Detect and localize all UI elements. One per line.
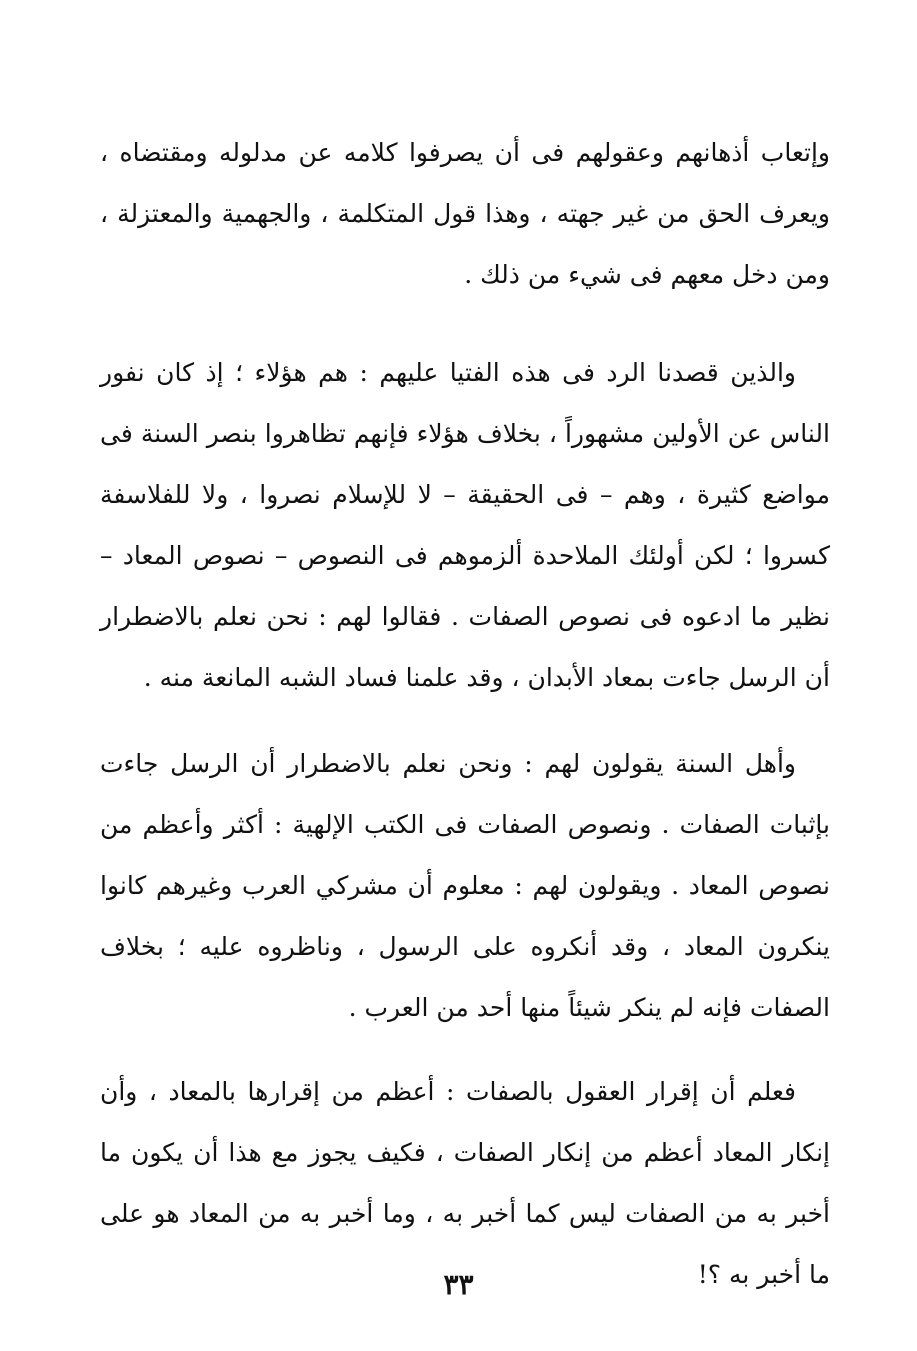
page-number: ٣٣ <box>443 1268 474 1301</box>
paragraph-text: وإتعاب أذهانهم وعقولهم فى أن يصرفوا كلامه عن مدلوله ومقتضاه ، ويعرف الحق من غير جهته ، وهذا قول المتكلمة ، والجهمية والمعتزلة ، ومن دخل معهم فى شيء من ذلك . <box>100 138 830 289</box>
paragraph-text: والذين قصدنا الرد فى هذه الفتيا عليهم : هم هؤلاء ؛ إذ كان نفور الناس عن الأولين مشهوراً ، بخلاف هؤلاء فإنهم تظاهروا بنصر السنة فى مواضع كثيرة ، وهم – فى الحقيقة – لا للإسلام نصروا ، ولا للفلاسفة كسروا ؛ لكن أولئك الملاحدة ألزموهم فى النصوص – نصوص المعاد – نظير ما ادعوه فى نصوص الصفات . فقالوا لهم : نحن نعلم بالاضطرار أن الرسل جاءت بمعاد الأبدان ، وقد علمنا فساد الشبه المانعة منه . <box>100 358 830 692</box>
paragraph-1 <box>100 122 830 305</box>
paragraph-3 <box>100 733 830 1038</box>
paragraph-text: فعلم أن إقرار العقول بالصفات : أعظم من إقرارها بالمعاد ، وأن إنكار المعاد أعظم من إنكار الصفات ، فكيف يجوز مع هذا أن يكون ما أخبر به من الصفات ليس كما أخبر به ، وما أخبر به من المعاد هو على ما أخبر به ؟! <box>100 1077 830 1289</box>
paragraph-text: وأهل السنة يقولون لهم : ونحن نعلم بالاضطرار أن الرسل جاءت بإثبات الصفات . ونصوص الصفات فى الكتب الإلهية : أكثر وأعظم من نصوص المعاد . ويقولون لهم : معلوم أن مشركي العرب وغيرهم كانوا ينكرون المعاد ، وقد أنكروه على الرسول ، وناظروه عليه ؛ بخلاف الصفات فإنه لم ينكر شيئاً منها أحد من العرب . <box>100 749 830 1022</box>
paragraph-2 <box>100 342 830 708</box>
